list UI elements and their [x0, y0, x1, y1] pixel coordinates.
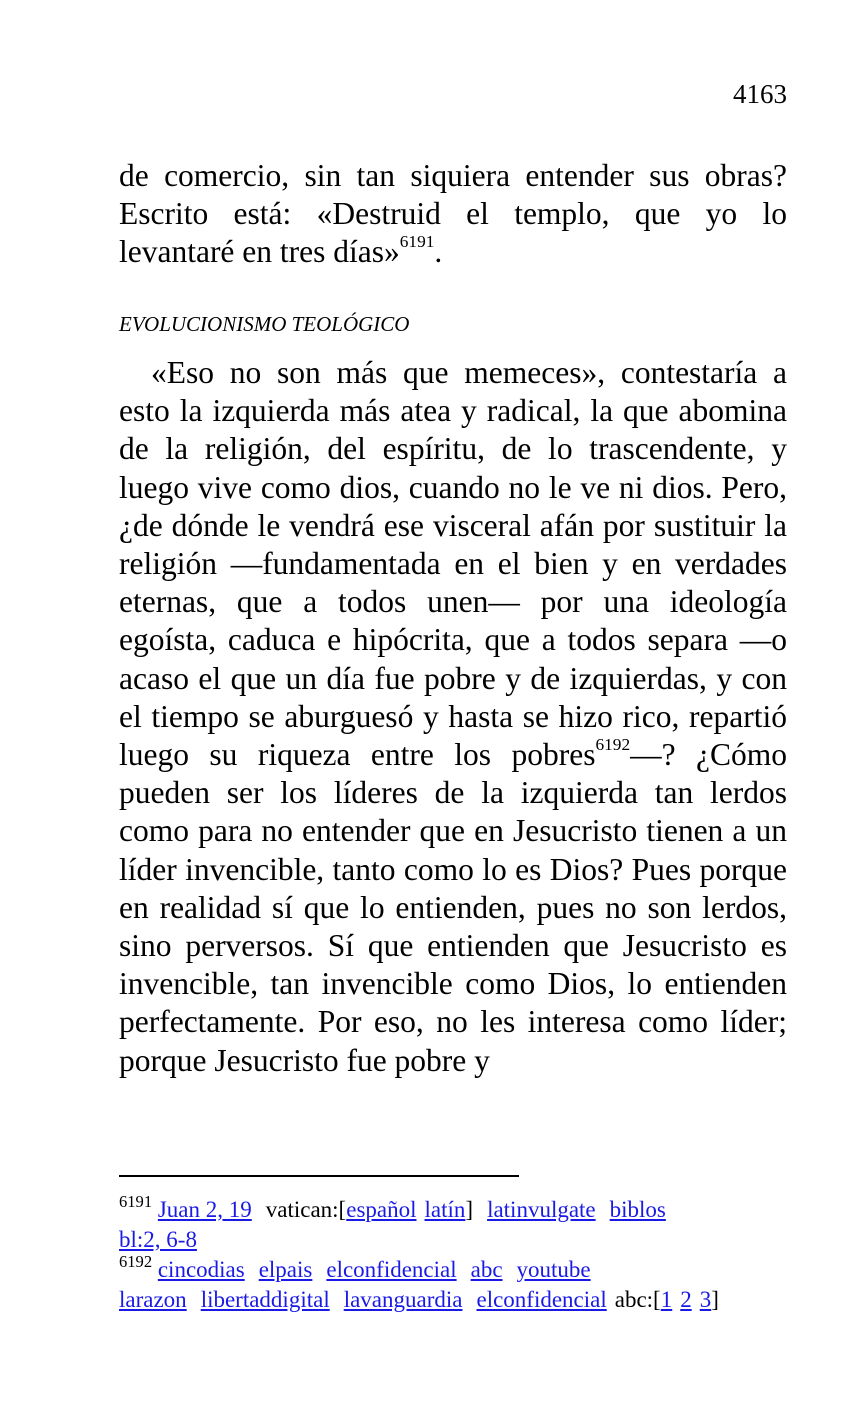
link-youtube[interactable]: youtube — [516, 1257, 591, 1282]
bracket-close: ] — [711, 1287, 719, 1312]
paragraph-1 — [119, 157, 787, 272]
link-latin[interactable]: latín — [424, 1197, 466, 1222]
link-abc[interactable]: abc — [470, 1257, 503, 1282]
link-libertaddigital[interactable]: libertaddigital — [200, 1287, 330, 1312]
paragraph-2-end: —? ¿Cómo pueden ser los líderes de la izquierda tan lerdos como para no entender que en Jesucristo tienen a un líder invencible, tanto como lo es Dios? Pues porque en realidad sí que lo entienden, pues no son lerdos, sino perversos. Sí que entienden que Jesucristo es invencible, tan invencible como Dios, lo entienden perfectamente. Por eso, no les interesa como líder; porque Jesucristo fue pobre y — [119, 737, 787, 1078]
section-heading: EVOLUCIONISMO TEOLÓGICO — [119, 312, 410, 336]
link-abc-3[interactable]: 3 — [699, 1287, 712, 1312]
paragraph-2 — [119, 354, 787, 1080]
link-abc-2[interactable]: 2 — [680, 1287, 692, 1312]
paragraph-1-end: . — [434, 234, 443, 270]
footnote-number: 6191 — [119, 1191, 153, 1211]
footnote-6192 — [119, 1251, 787, 1315]
footnote-ref-6191[interactable]: 6191 — [399, 232, 435, 252]
link-cincodias[interactable]: cincodias — [157, 1257, 245, 1282]
abc-label: abc:[ — [614, 1287, 661, 1312]
paragraph-2-text: «Eso no son más que memeces», contestaría a esto la izquierda más atea y radical, la que abomina de la religión, del espíritu, de lo trascendente, y luego vive como dios, cuando no le ve ni dios. Pero, ¿de dónde le vendrá ese visceral afán por sustituir la religión —fundamentada en el bien y en verdades eternas, que a todos unen— por una ideología egoísta, caduca e hipócrita, que a todos separa —o acaso el que un día fue pobre y de izquierdas, y con el tiempo se aburguesó y hasta se hizo rico, repartió luego su riqueza entre los pobres — [119, 355, 787, 773]
footnote-ref-6192[interactable]: 6192 — [595, 735, 631, 755]
link-bl-2-6-8[interactable]: bl:2, 6-8 — [119, 1227, 197, 1252]
footnote-6191 — [119, 1191, 787, 1255]
link-biblos[interactable]: biblos — [609, 1197, 666, 1222]
link-latinvulgate[interactable]: latinvulgate — [487, 1197, 596, 1222]
footnote-divider — [119, 1175, 519, 1177]
link-espanol[interactable]: español — [346, 1197, 417, 1222]
link-larazon[interactable]: larazon — [119, 1287, 187, 1312]
paragraph-1-text: de comercio, sin tan siquiera entender sus obras? Escrito está: «Destruid el templo, que yo lo levantaré en tres días» — [119, 158, 787, 270]
link-lavanguardia[interactable]: lavanguardia — [343, 1287, 463, 1312]
vatican-label: vatican:[ — [265, 1197, 347, 1222]
link-juan-2-19[interactable]: Juan 2, 19 — [157, 1197, 252, 1222]
link-elconfidencial[interactable]: elconfidencial — [326, 1257, 457, 1282]
bracket-close: ] — [465, 1197, 474, 1222]
footnote-number: 6192 — [119, 1251, 153, 1271]
link-abc-1[interactable]: 1 — [660, 1287, 673, 1312]
link-elconfidencial-2[interactable]: elconfidencial — [476, 1287, 607, 1312]
link-elpais[interactable]: elpais — [258, 1257, 313, 1282]
page-number: 4163 — [733, 79, 787, 109]
